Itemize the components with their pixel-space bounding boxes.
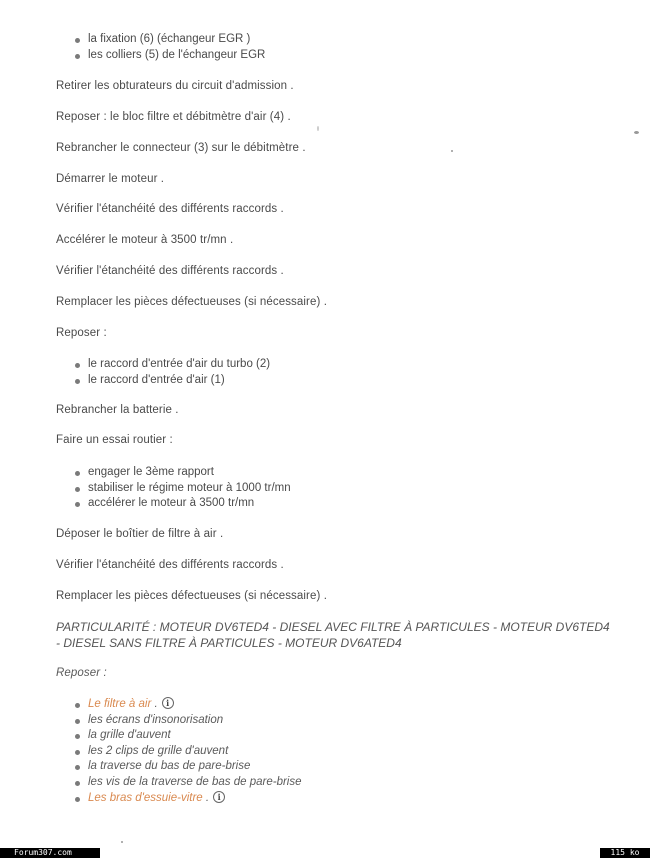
scan-speck	[634, 131, 639, 134]
list-item: stabiliser le régime moteur à 1000 tr/mn	[74, 481, 291, 497]
bras-essuie-vitre-link[interactable]: Les bras d'essuie-vitre	[88, 791, 203, 804]
list-item: la grille d'auvent	[74, 728, 302, 744]
step-deposer-boitier: Déposer le boîtier de filtre à air .	[56, 528, 224, 540]
list-item-filtre-air: Le filtre à air . i	[74, 697, 302, 713]
info-icon[interactable]: i	[162, 697, 174, 709]
step-accelerer-moteur: Accélérer le moteur à 3500 tr/mn .	[56, 234, 234, 246]
filtre-air-link[interactable]: Le filtre à air	[88, 698, 152, 710]
particularite-heading: PARTICULARITÉ : MOTEUR DV6TED4 - DIESEL AVEC FILTRE À PARTICULES - MOTEUR DV6TED4 - DIESEL SANS FILTRE À PARTICULES - MOTEUR DV6ATED4	[56, 620, 610, 650]
final-list	[74, 697, 302, 806]
step-reposer: Reposer :	[56, 327, 107, 339]
step-essai-routier: Faire un essai routier :	[56, 434, 173, 446]
step-verifier-etancheite: Vérifier l'étanchéité des différents raccords .	[56, 203, 284, 215]
list-item: les vis de la traverse de bas de pare-brise	[74, 775, 302, 791]
essai-list	[74, 465, 291, 512]
list-item-bras-essuie-vitre: Les bras d'essuie-vitre . i	[74, 791, 302, 807]
step-reposer-bloc-filtre: Reposer : le bloc filtre et débitmètre d'air (4) .	[56, 111, 291, 123]
list-item: la traverse du bas de pare-brise	[74, 759, 302, 775]
list-item: les colliers (5) de l'échangeur EGR	[74, 48, 265, 64]
step-rebrancher-connecteur: Rebrancher le connecteur (3) sur le débitmètre .	[56, 142, 306, 154]
step-remplacer-pieces-2: Remplacer les pièces défectueuses (si nécessaire) .	[56, 590, 327, 602]
info-icon[interactable]: i	[213, 791, 225, 803]
scan-speck	[317, 126, 319, 131]
step-verifier-etancheite-3: Vérifier l'étanchéité des différents raccords .	[56, 559, 284, 571]
step-reposer-2: Reposer :	[56, 667, 107, 679]
step-rebrancher-batterie: Rebrancher la batterie .	[56, 404, 179, 416]
list-item: les 2 clips de grille d'auvent	[74, 744, 302, 760]
scan-speck	[121, 841, 123, 843]
step-retirer-obturateurs: Retirer les obturateurs du circuit d'admission .	[56, 80, 294, 92]
list-item: accélérer le moteur à 3500 tr/mn	[74, 496, 291, 512]
list-item: engager le 3ème rapport	[74, 465, 291, 481]
step-demarrer-moteur: Démarrer le moteur .	[56, 173, 165, 185]
list-item: le raccord d'entrée d'air (1)	[74, 373, 270, 389]
scan-speck	[451, 150, 453, 152]
top-list	[74, 32, 265, 63]
footer-file-size: 115 ko	[600, 848, 650, 858]
list-item: les écrans d'insonorisation	[74, 713, 302, 729]
list-item: le raccord d'entrée d'air du turbo (2)	[74, 357, 270, 373]
repose-list	[74, 357, 270, 388]
step-remplacer-pieces: Remplacer les pièces défectueuses (si nécessaire) .	[56, 296, 327, 308]
step-verifier-etancheite-2: Vérifier l'étanchéité des différents raccords .	[56, 265, 284, 277]
footer-site-label: Forum307.com	[0, 848, 100, 858]
list-item: la fixation (6) (échangeur EGR )	[74, 32, 265, 48]
